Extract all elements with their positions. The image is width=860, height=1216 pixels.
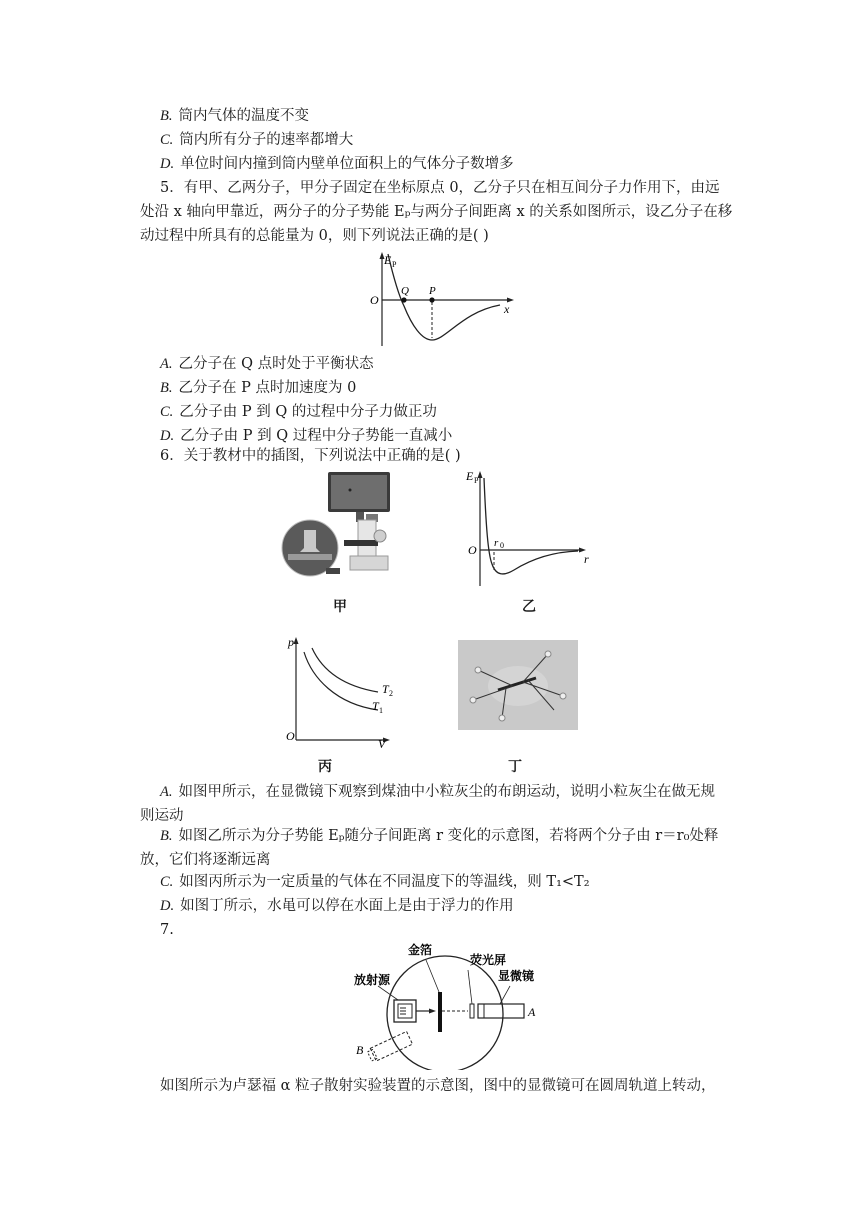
- bing-t1-sub: 1: [379, 706, 383, 715]
- q6-option-b-cont: 放，它们将逐渐远离: [140, 852, 271, 868]
- water-strider-photo: [458, 640, 578, 730]
- label-b: B: [356, 1043, 364, 1057]
- microscope-photo: [280, 470, 400, 580]
- label-source: 放射源: [354, 973, 391, 987]
- yi-y-label: E: [466, 469, 474, 483]
- q5-option-b: B. 乙分子在 P 点时加速度为 0: [160, 380, 357, 396]
- q5-y-label: E: [384, 253, 392, 267]
- caption-bing: 丙: [318, 759, 332, 775]
- isotherm-graph: [282, 630, 397, 750]
- q5-option-d: D. 乙分子由 P 到 Q 过程中分子势能一直减小: [160, 428, 453, 444]
- q4-option-b: B. 筒内气体的温度不变: [160, 108, 309, 124]
- bing-t1: T: [372, 699, 379, 713]
- label-microscope: 显微镜: [498, 969, 535, 983]
- yi-r0: r: [494, 537, 499, 549]
- caption-ding: 丁: [508, 759, 522, 775]
- yi-x-label: r: [584, 552, 589, 566]
- bing-t2-sub: 2: [389, 689, 393, 698]
- q6-option-b: B. 如图乙所示为分子势能 Eₚ随分子间距离 r 变化的示意图，若将两个分子由 r＝r₀处释: [160, 828, 719, 844]
- q5-x-label: x: [504, 302, 510, 316]
- yi-y-sub: P: [474, 476, 479, 485]
- q6-option-a: A. 如图甲所示，在显微镜下观察到煤油中小粒灰尘的布朗运动，说明小粒灰尘在做无规: [160, 784, 715, 800]
- q4-option-c: C. 筒内所有分子的速率都增大: [160, 132, 354, 148]
- bing-t2: T: [382, 682, 389, 696]
- q5-p-label: P: [429, 285, 436, 297]
- bing-x-label: V: [378, 737, 386, 750]
- label-gold-foil: 金箔: [408, 943, 433, 957]
- q7-number: 7.: [160, 922, 174, 938]
- q6-option-c: C. 如图丙所示为一定质量的气体在不同温度下的等温线，则 T₁<T₂: [160, 874, 590, 890]
- potential-energy-r-graph: [460, 466, 595, 591]
- q5-option-c: C. 乙分子由 P 到 Q 的过程中分子力做正功: [160, 404, 437, 420]
- q5-stem-line3: 动过程中所具有的总能量为 0，则下列说法正确的是( ): [140, 228, 489, 244]
- caption-jia: 甲: [333, 599, 347, 615]
- q5-q-label: Q: [401, 285, 409, 297]
- yi-origin: O: [468, 543, 477, 557]
- q4-option-d: D. 单位时间内撞到筒内壁单位面积上的气体分子数增多: [160, 156, 514, 172]
- q5-y-sub: P: [392, 260, 397, 269]
- q5-stem-line2: 处沿 x 轴向甲靠近，两分子的分子势能 Eₚ与两分子间距离 x 的关系如图所示，设乙分子在移: [140, 204, 733, 220]
- bing-y-label: p: [288, 635, 294, 649]
- q5-potential-energy-graph: [360, 250, 530, 350]
- label-a: A: [528, 1005, 536, 1019]
- caption-yi: 乙: [522, 599, 536, 615]
- bing-origin: O: [286, 729, 295, 743]
- yi-r0-sub: 0: [500, 541, 504, 550]
- q5-origin: O: [370, 293, 379, 307]
- q6-stem: 6．关于教材中的插图，下列说法中正确的是( ): [160, 448, 461, 464]
- q5-stem-line1: 5．有甲、乙两分子，甲分子固定在坐标原点 0，乙分子只在相互间分子力作用下，由远: [160, 180, 720, 196]
- q6-option-a-cont: 则运动: [140, 808, 184, 824]
- q7-stem: 如图所示为卢瑟福 α 粒子散射实验装置的示意图，图中的显微镜可在圆周轨道上转动，: [160, 1078, 716, 1094]
- label-screen: 荧光屏: [470, 953, 507, 967]
- rutherford-apparatus-diagram: [350, 940, 550, 1070]
- q6-option-d: D. 如图丁所示，水黾可以停在水面上是由于浮力的作用: [160, 898, 514, 914]
- q5-option-a: A. 乙分子在 Q 点时处于平衡状态: [160, 356, 374, 372]
